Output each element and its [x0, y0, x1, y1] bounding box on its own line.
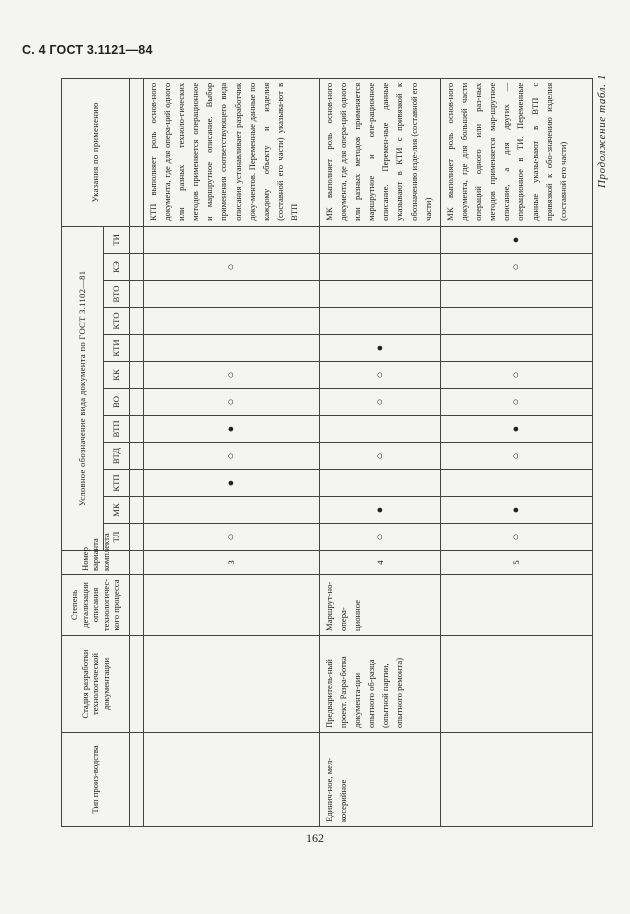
mark-vtd: ○: [320, 443, 441, 470]
mark-kk: ○: [144, 362, 320, 389]
mark-vtd: ○: [441, 443, 593, 470]
mark-ti: ●: [441, 226, 593, 253]
col-header-doc-group: Условное обозначение вида документа по ГОСТ 3.1102—81: [62, 226, 104, 550]
mark-kk: ○: [320, 362, 441, 389]
table-row: [144, 78, 320, 826]
cell-production-type: [441, 733, 593, 827]
cell-dev-stage: [441, 636, 593, 733]
mark-kto: [441, 308, 593, 335]
cell-notes: МК выполняет роль основ-ного документа, где для опера-ций одного или разных методов применяется маршрутное и опе-рационное описание. Перемен-ные данные указывают в КТИ с привязкой к обозначению изде-лия (составной его части): [320, 78, 441, 226]
doc-code-kk: КК: [104, 362, 130, 389]
cell-dev-stage: Предваритель-ный проект. Разра-ботка документа-ции опытного об-разца (опытной партии, опытного ремонта): [320, 636, 441, 733]
mark-tl: ○: [441, 524, 593, 551]
table-row: [320, 78, 441, 826]
doc-code-vtd: ВТД: [104, 443, 130, 470]
mark-vto: [441, 281, 593, 308]
cell-variant-number: 4: [320, 551, 441, 575]
cell-notes: КТП выполняет роль основ-ного документа, где для опера-ций одного или разных техноло-гических методов применяется операционное и маршрутное описание. Выбор применения соответствующего вида описания устанавливает разработчик доку-ментов. Переменные данные по каждому объекту и изделия (составной его части) указыва-ют в ВТП: [144, 78, 320, 226]
mark-ktp: [441, 470, 593, 497]
mark-mk: ●: [320, 497, 441, 524]
table-row: [441, 78, 593, 826]
doc-code-vtp: ВТП: [104, 416, 130, 443]
cell-detail-degree: Маршрут-но-опера-ционное: [320, 575, 441, 636]
mark-ke: ○: [441, 254, 593, 281]
col-header-detail-degree: Степень детализации описания технологичес-кого процесса: [62, 575, 130, 636]
table-spacer-row: [130, 78, 144, 826]
doc-code-kto: КТО: [104, 308, 130, 335]
cell-dev-stage: [144, 636, 320, 733]
mark-vo: ○: [144, 389, 320, 416]
mark-kti: ●: [320, 335, 441, 362]
col-header-production-type: Тип произ-водства: [62, 733, 130, 827]
cell-notes: МК выполняет роль основ-ного документа, где для большей части операций одного или раз-ных методов применяется мар-шрутное описание, а для других — операционное в ТИ. Переменные данные указы-вают в ВТП с привязкой к обо-значению изделия (составной его части): [441, 78, 593, 226]
doc-code-vto: ВТО: [104, 281, 130, 308]
mark-kti: [144, 335, 320, 362]
mark-ke: [320, 254, 441, 281]
doc-code-vo: ВО: [104, 389, 130, 416]
mark-tl: ○: [144, 524, 320, 551]
mark-vto: [144, 281, 320, 308]
page-header: С. 4 ГОСТ 3.1121—84: [22, 43, 153, 57]
col-header-notes: Указания по применению: [62, 78, 130, 226]
cell-detail-degree: [144, 575, 320, 636]
mark-vtp: [320, 416, 441, 443]
doc-code-ktp: КТП: [104, 470, 130, 497]
doc-code-tl: ТЛ: [104, 524, 130, 551]
cell-variant-number: 3: [144, 551, 320, 575]
mark-kto: [144, 308, 320, 335]
doc-code-ke: КЭ: [104, 254, 130, 281]
doc-code-mk: МК: [104, 497, 130, 524]
mark-vo: ○: [441, 389, 593, 416]
mark-kti: [441, 335, 593, 362]
standard-table: [61, 79, 592, 827]
cell-detail-degree: [441, 575, 593, 636]
mark-ke: ○: [144, 254, 320, 281]
page-number: 162: [306, 831, 324, 845]
mark-ktp: ●: [144, 470, 320, 497]
mark-vtd: ○: [144, 443, 320, 470]
mark-ti: [320, 226, 441, 253]
mark-vo: ○: [320, 389, 441, 416]
mark-ti: [144, 226, 320, 253]
col-header-dev-stage: Стадия разработки технологической документации: [62, 636, 130, 733]
mark-mk: ●: [441, 497, 593, 524]
mark-vto: [320, 281, 441, 308]
cell-production-type: [144, 733, 320, 827]
col-header-variant-number: Номер варианта комплекта: [62, 551, 130, 575]
mark-mk: [144, 497, 320, 524]
doc-code-ti: ТИ: [104, 226, 130, 253]
mark-kto: [320, 308, 441, 335]
mark-kk: ○: [441, 362, 593, 389]
table-continuation-label: Продолжение табл. 1: [596, 74, 608, 188]
cell-variant-number: 5: [441, 551, 593, 575]
cell-production-type: Единич-ное, мел-косерийное: [320, 733, 441, 827]
mark-vtp: ●: [144, 416, 320, 443]
mark-vtp: ●: [441, 416, 593, 443]
doc-code-kti: КТИ: [104, 335, 130, 362]
mark-tl: ○: [320, 524, 441, 551]
mark-ktp: [320, 470, 441, 497]
